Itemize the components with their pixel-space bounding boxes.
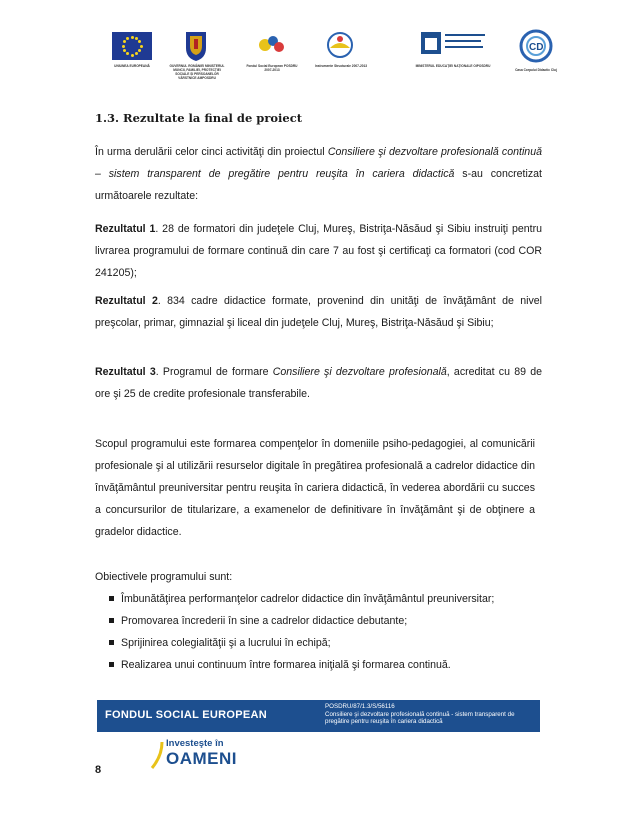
header-logos xyxy=(95,22,565,92)
eu-star-icon xyxy=(135,52,138,55)
bullet-icon xyxy=(109,662,114,667)
fse-logo-icon xyxy=(255,30,289,60)
eu-flag-icon xyxy=(112,32,152,60)
banner-project-info xyxy=(325,703,537,726)
people-text: OAMENI xyxy=(166,749,237,768)
bullet-icon xyxy=(109,596,114,601)
logo-caption-fse: Fondul Social European POSDRU 2007-2013 xyxy=(246,64,298,72)
ccd-cluj-logo-icon xyxy=(505,28,567,68)
result-2-label: Rezultatul 2 xyxy=(95,295,158,307)
swoosh-icon xyxy=(150,740,164,770)
eu-star-icon xyxy=(122,45,125,48)
list-item xyxy=(95,588,555,610)
bullet-icon xyxy=(109,618,114,623)
result-3-paragraph xyxy=(95,361,542,405)
ministry-education-icon xyxy=(419,28,489,62)
objectives-heading: Obiectivele programului sunt: xyxy=(95,571,233,583)
objective-text: Realizarea unui continuum între formarea iniţială şi formarea continuă. xyxy=(121,659,451,671)
eu-star-icon xyxy=(131,54,134,57)
logo-caption-ccd: Casa Corpului Didactic Cluj xyxy=(515,68,557,72)
bullet-icon xyxy=(109,640,114,645)
intro-project-title: Consiliere şi dezvoltare profesională continuă – sistem transparent de pregătire pentru reuşita în cariera didactică xyxy=(95,146,542,180)
section-title: 1.3. Rezultate la final de proiect xyxy=(95,111,303,125)
invest-text: Investeşte în xyxy=(166,738,224,749)
logo-caption-guvern: GUVERNUL ROMÂNIEI MINISTERUL MUNCII, FAMILIEI, PROTECȚIEI SOCIALE ȘI PERSOANELOR VÂRSTNICE AMPOSDRU xyxy=(169,64,225,80)
intro-text-1: În urma derulării celor cinci activităţi din proiectul xyxy=(95,146,328,158)
banner-fse-label: FONDUL SOCIAL EUROPEAN xyxy=(105,709,268,721)
eu-star-icon xyxy=(140,45,143,48)
result-1-label: Rezultatul 1 xyxy=(95,223,156,235)
result-1-paragraph xyxy=(95,218,542,284)
eu-star-icon xyxy=(138,49,141,52)
footer-banner xyxy=(97,700,540,732)
invest-in-people-logo xyxy=(150,738,270,778)
banner-project-title: Consiliere şi dezvoltare profesională continuă - sistem transparent de pregătire pentru reuşita în cariera didactică xyxy=(325,710,515,725)
structural-instruments-icon xyxy=(325,30,355,60)
objectives-list xyxy=(95,566,555,676)
objective-text: Promovarea încrederii în sine a cadrelor didactice debutante; xyxy=(121,615,408,627)
list-item xyxy=(95,610,555,632)
scope-paragraph: Scopul programului este formarea compenţelor în domeniile psiho-pedagogiei, al comunicării profesionale şi al utilizării resurselor digitale în pregătirea profesională a cadrelor didactice din învăţământul preuniversitar pentru reuşita în cariera didactică, în vederea abordării cu succes a concursurilor de titularizare, a examenelor de definitivare în învăţământ şi de obţinere a gradelor didactice. xyxy=(95,438,535,538)
list-item xyxy=(95,654,555,676)
result-3-program-name: Consiliere şi dezvoltare profesională xyxy=(272,366,447,378)
eu-star-icon xyxy=(123,40,126,43)
eu-star-icon xyxy=(131,36,134,39)
svg-text:CD: CD xyxy=(529,42,544,53)
intro-paragraph xyxy=(95,141,542,207)
result-2-text: . 834 cadre didactice formate, provenind din unităţi de învăţământ de nivel preşcolar, primar, gimnazial şi liceal din judeţele Cluj, Mureş, Bistriţa-Năsăud şi Sibiu; xyxy=(95,295,542,329)
logo-caption-men: MINISTERUL EDUCAȚIEI NAȚIONALE OIPOSDRU xyxy=(415,64,491,68)
result-2-paragraph xyxy=(95,290,542,334)
logo-caption-is: Instrumente Structurale 2007-2013 xyxy=(314,64,368,68)
page-number: 8 xyxy=(95,764,102,776)
objective-text: Îmbunătăţirea performanţelor cadrelor didactice din învăţământul preuniversitar; xyxy=(121,593,495,605)
result-3-text-b: , acreditat cu 89 de ore şi 25 de credite profesionale transferabile. xyxy=(95,366,542,400)
intro-text-2: s-au concretizat următoarele rezultate: xyxy=(95,168,542,202)
eu-star-icon xyxy=(135,37,138,40)
banner-project-code: POSDRU/87/1.3/S/56116 xyxy=(325,703,395,710)
eu-star-icon xyxy=(138,40,141,43)
eu-star-icon xyxy=(123,49,126,52)
romania-coat-of-arms-icon xyxy=(183,30,209,62)
objective-text: Sprijinirea colegialităţii şi a lucrului în echipă; xyxy=(121,637,331,649)
eu-star-icon xyxy=(126,52,129,55)
result-1-text: . 28 de formatori din judeţele Cluj, Mureş, Bistriţa-Năsăud şi Sibiu instruiţi pentru livrarea programului de formare continuă din care 7 au fost şi certificaţi ca formatori (cod COR 241205); xyxy=(95,223,542,279)
eu-star-icon xyxy=(126,37,129,40)
list-item xyxy=(95,632,555,654)
logo-caption-eu: UNIUNEA EUROPEANĂ xyxy=(114,64,150,68)
result-3-text-a: . Programul de formare xyxy=(155,366,273,378)
result-3-label: Rezultatul 3 xyxy=(95,366,156,378)
